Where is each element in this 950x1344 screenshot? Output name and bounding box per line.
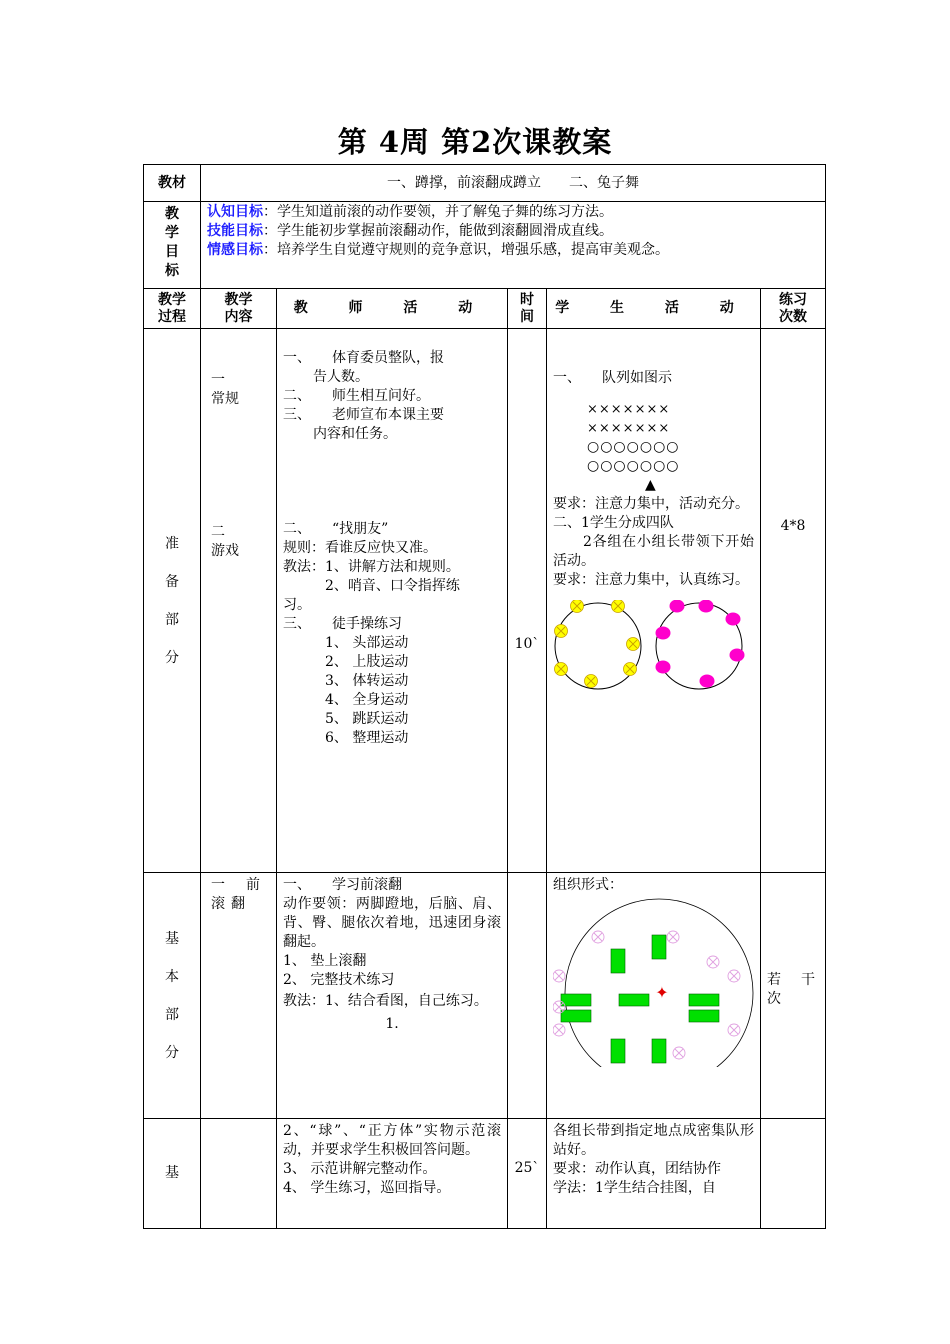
prep-content: 一 常规 二 游戏 xyxy=(201,329,277,873)
objectives-label: 教 学 目 标 xyxy=(144,202,201,289)
student-marker-magenta xyxy=(699,600,714,613)
header-content: 教学 内容 xyxy=(201,289,277,329)
x-mark xyxy=(669,933,677,941)
x-mark xyxy=(675,1049,683,1057)
objectives-content xyxy=(201,202,826,289)
x-mark xyxy=(730,1026,738,1034)
objective-skill: 技能目标：学生能初步掌握前滚翻动作，能做到滚翻圆滑成直线。 xyxy=(207,223,613,239)
basic2-phase: 基 xyxy=(144,1119,201,1229)
mat-rect xyxy=(611,949,625,973)
teacher-star-icon: ✦ xyxy=(655,983,669,1002)
teacher-marker: ▲ xyxy=(645,477,656,493)
mat-formation-diagram xyxy=(553,895,759,1067)
mat-rect xyxy=(561,994,591,1006)
basic2-reps xyxy=(761,1119,826,1229)
mat-rect xyxy=(652,935,666,959)
yellow-circle-group xyxy=(555,600,642,689)
mat-rect xyxy=(652,1039,666,1063)
header-teacher: 教 师 活 动 xyxy=(277,289,508,329)
objective-cognitive: 认知目标：学生知道前滚的动作要领，并了解兔子舞的练习方法。 xyxy=(207,204,613,220)
student-marker-magenta xyxy=(730,649,745,662)
mat-rect xyxy=(689,994,719,1006)
header-process: 教学 过程 xyxy=(144,289,201,329)
mat-rect xyxy=(689,1010,719,1022)
basic-reps: 若 干次 xyxy=(761,873,826,1119)
x-mark xyxy=(730,972,738,980)
x-mark xyxy=(594,933,602,941)
game-circle-diagram xyxy=(553,600,753,696)
student-marker-magenta xyxy=(700,675,715,688)
basic-content: 一前滚翻 xyxy=(201,873,277,1119)
prep-teacher: 一、 体育委员整队，报 告人数。 二、 师生相互问好。 三、 老师宣布本课主要 内容和任务。 二、 “找朋友” 规则：看谁反应快又准。 教法：1、讲解方法和规则。 2、哨音、口令指挥练 习。 三、 徒手操练习 1、 头部运动 2、 上肢运动 3、 体转运动 4、 全身运动 5、 跳跃运动 6、 整理运动 xyxy=(277,329,508,873)
basic2-content xyxy=(201,1119,277,1229)
x-mark xyxy=(555,1026,563,1034)
mat-rect xyxy=(619,994,649,1006)
header-time: 时 间 xyxy=(508,289,547,329)
prep-student: 一、 队列如图示 ××××××× ××××××× ○○○○○○○ ○○○○○○○ ▲ 要求：注意力集中，活动充分。 二、1学生分成四队 2各组在小组长带领下开始活动。 要求：注意力集中，认真练习。 xyxy=(547,329,761,873)
material-content: 一、蹲撑，前滚翻成蹲立 二、兔子舞 xyxy=(201,165,826,202)
objectives-row xyxy=(144,202,826,289)
student-marker-magenta xyxy=(670,600,685,613)
prep-phase: 准 备 部 分 xyxy=(144,329,201,873)
mat-rect xyxy=(561,1010,591,1022)
basic-phase: 基 本 部 分 xyxy=(144,873,201,1119)
header-row xyxy=(144,289,826,329)
magenta-circle-group xyxy=(656,600,745,689)
basic-student: 组织形式： ✦ xyxy=(547,873,761,1119)
basic2-time: 25` xyxy=(508,1119,547,1229)
header-student: 学 生 活 动 xyxy=(547,289,761,329)
header-reps: 练习 次数 xyxy=(761,289,826,329)
student-marker-magenta xyxy=(656,661,671,674)
student-marker-magenta xyxy=(726,613,741,626)
prep-row xyxy=(144,329,826,873)
x-mark xyxy=(555,1003,563,1011)
basic-time xyxy=(508,873,547,1119)
material-label: 教材 xyxy=(144,165,201,202)
basic2-teacher: 2、“球”、“正方体”实物示范滚动，并要求学生积极回答问题。 3、 示范讲解完整动作。 4、 学生练习，巡回指导。 xyxy=(277,1119,508,1229)
page-title: 第 4周 第2次课教案 xyxy=(337,125,613,159)
material-row xyxy=(144,165,826,202)
objective-affective: 情感目标：培养学生自觉遵守规则的竞争意识，增强乐感，提高审美观念。 xyxy=(207,242,669,258)
basic-teacher: 一、 学习前滚翻 动作要领：两脚蹬地，后脑、肩、背、臀、腿依次着地，迅速团身滚翻起。 1、 垫上滚翻 2、 完整技术练习 教法：1、结合看图，自己练习。 1. xyxy=(277,873,508,1119)
x-mark xyxy=(555,972,563,980)
basic-row xyxy=(144,873,826,1119)
prep-reps: 4*8 xyxy=(761,329,826,873)
mat-rect xyxy=(611,1039,625,1063)
student-marker-magenta xyxy=(656,627,671,640)
lesson-plan-table xyxy=(143,164,826,1229)
prep-time: 10` xyxy=(508,329,547,873)
x-mark xyxy=(709,958,717,966)
basic2-row xyxy=(144,1119,826,1229)
basic2-student: 各组长带到指定地点成密集队形站好。 要求：动作认真，团结协作 学法：1学生结合挂图，自 xyxy=(547,1119,761,1229)
